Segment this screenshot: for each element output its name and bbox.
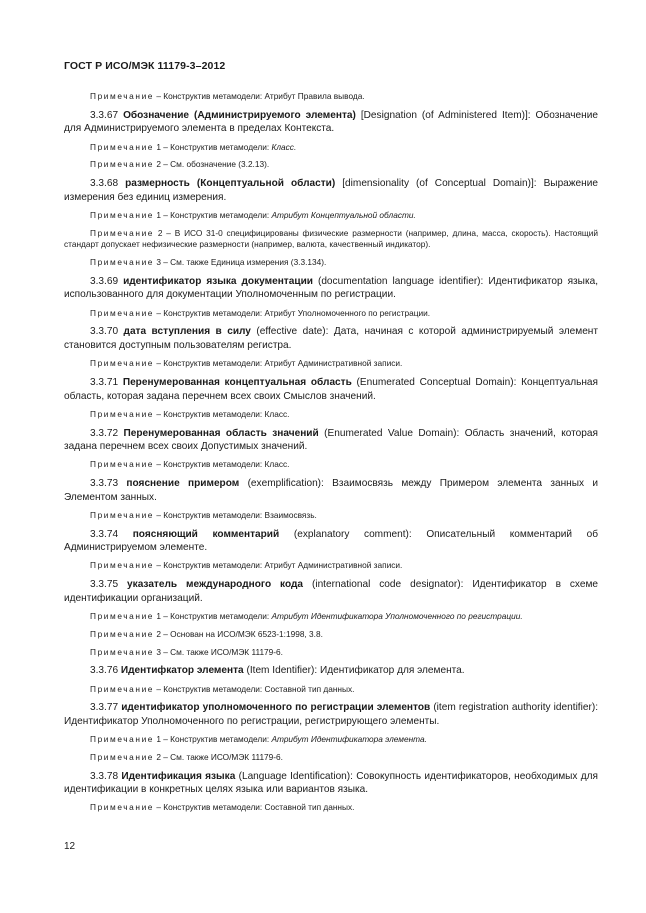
term-number: 3.3.74 — [90, 528, 119, 540]
note-label: Примечание — [90, 628, 155, 639]
term-definition — [64, 477, 598, 504]
note-text: – Конструктив метамодели: Атрибут Уполномоченного по регистрации. — [154, 307, 431, 318]
term-definition — [64, 701, 598, 728]
page-number: 12 — [64, 841, 76, 852]
document-body — [64, 91, 598, 820]
note-label: Примечание — [90, 646, 155, 657]
term-name: поясняющий комментарий — [132, 528, 280, 540]
note-text: – Конструктив метамодели: Взаимосвязь. — [154, 509, 317, 520]
note-text: 1 – Конструктив метамодели: — [154, 734, 272, 745]
note-italic-text: Класс. — [271, 141, 297, 152]
note-italic-text: Атрибут Идентификатора Уполномоченного по регистрации. — [271, 611, 523, 621]
note-label: Примечание — [90, 358, 155, 369]
term-definition — [64, 578, 598, 605]
note-text: – Конструктив метамодели: Атрибут Административной записи. — [154, 358, 403, 369]
term-number: 3.3.69 — [90, 275, 119, 287]
term-definition — [64, 770, 598, 797]
note-text: 2 – См. обозначение (3.2.13). — [154, 159, 270, 170]
term-definition — [64, 275, 598, 302]
term-number: 3.3.77 — [90, 702, 119, 714]
note-label: Примечание — [90, 209, 155, 220]
term-text: (effective date): Дата, начиная с которой администрируемый элемент становится доступным пользователям регистра. — [64, 326, 599, 351]
note — [64, 159, 598, 171]
term-text: (Item Identifier): Идентификатор для элемента. — [243, 665, 465, 677]
term-number: 3.3.75 — [90, 579, 119, 591]
note-label: Примечание — [90, 91, 155, 101]
note-text: – Конструктив метамодели: Класс. — [154, 408, 290, 419]
note-text: – Конструктив метамодели: Атрибут Правила вывода. — [154, 91, 365, 101]
term-text: [dimensionality (of Conceptual Domain)]: Выражение измерения без единиц измерения. — [64, 178, 598, 203]
note-label: Примечание — [90, 751, 155, 762]
note-label: Примечание — [90, 509, 155, 520]
term-number: 3.3.76 — [90, 665, 119, 677]
term-text: (Language Identification): Совокупность идентификаторов, необходимых для идентификации в конкретных целях языка или вариантов языка. — [64, 770, 598, 796]
term-name: размерность (Концептуальной области) — [125, 178, 336, 190]
note-text: 1 – Конструктив метамодели: — [154, 141, 272, 152]
term-text: (Enumerated Conceptual Domain): Концептуальная область, которая задана перечнем всех своих Смыслов значений. — [64, 376, 598, 402]
note-text: – Конструктив метамодели: Атрибут Административной записи. — [154, 560, 403, 571]
term-name: Обозначение (Администрируемого элемента) — [123, 109, 356, 121]
note — [64, 629, 598, 641]
term-text: (documentation language identifier): Идентификатор языка, использованного для документации Уполномоченным по регистрации. — [64, 275, 598, 301]
note-text: 3 – См. также ИСО/МЭК 11179-6. — [154, 646, 283, 657]
note — [64, 734, 598, 746]
term-definition — [64, 528, 598, 555]
note-text: 3 – См. также Единица измерения (3.3.134). — [154, 257, 327, 268]
term-number: 3.3.78 — [90, 770, 119, 782]
note-label: Примечание — [90, 459, 155, 470]
note — [64, 647, 598, 659]
note-text: 2 – Основан на ИСО/МЭК 6523-1:1998, 3.8. — [154, 628, 323, 639]
term-number: 3.3.72 — [90, 427, 119, 439]
term-text: (explanatory comment): Описательный комментарий об Администрируемом элементе. — [64, 528, 598, 554]
term-definition — [64, 325, 598, 352]
note — [64, 611, 598, 623]
note-label: Примечание — [90, 227, 155, 238]
note-italic-text: Атрибут Идентификатора элемента. — [271, 734, 427, 745]
note-text: – Конструктив метамодели: Составной тип данных. — [154, 683, 355, 694]
note-text: 1 – Конструктив метамодели: — [154, 209, 272, 220]
term-text: (item registration authority identifier): Идентификатор Уполномоченного по регистрации, регистрирующего элементы. — [64, 702, 598, 727]
term-text: (Enumerated Value Domain): Область значений, которая задана перечнем всех своих Допустимых значений. — [64, 427, 598, 453]
note-label: Примечание — [90, 734, 155, 745]
note — [64, 228, 598, 251]
term-name: идентификатор уполномоченного по регистрации элементов — [121, 702, 431, 714]
term-definition — [64, 177, 598, 204]
note — [64, 560, 598, 572]
term-definition — [64, 427, 598, 454]
term-text: [Designation (of Administered Item)]: Обозначение для Администрируемого элемента в пределах Контекста. — [64, 109, 598, 135]
term-number: 3.3.67 — [90, 109, 119, 121]
term-definition — [64, 664, 598, 678]
term-number: 3.3.70 — [90, 326, 119, 338]
note — [64, 308, 598, 320]
note — [64, 510, 598, 522]
document-header: ГОСТ Р ИСО/МЭК 11179-3–2012 — [64, 60, 226, 72]
note — [64, 409, 598, 421]
note — [64, 752, 598, 764]
note — [64, 459, 598, 471]
term-name: дата вступления в силу — [123, 326, 251, 338]
term-number: 3.3.73 — [90, 478, 119, 490]
note-text: 2 – В ИСО 31-0 специфицированы физические размерности (например, длина, масса, скорость). Настоящий стандарт допускает нефизические размерности (например, валюта, качественный индикатор). — [64, 227, 598, 250]
note-label: Примечание — [90, 802, 155, 813]
term-text: (exemplification): Взаимосвязь между Примером элемента занных и Элементом занных. — [64, 478, 599, 503]
note — [64, 684, 598, 696]
note — [64, 210, 598, 222]
note-label: Примечание — [90, 560, 155, 571]
note — [64, 257, 598, 269]
note — [64, 802, 598, 814]
note-text: 2 – См. также ИСО/МЭК 11179-6. — [154, 751, 283, 762]
term-name: Перенумерованная область значений — [123, 427, 319, 439]
note — [64, 142, 598, 154]
term-name: идентификатор языка документации — [123, 275, 313, 287]
note-label: Примечание — [90, 141, 155, 152]
note-label: Примечание — [90, 307, 155, 318]
term-text: (international code designator): Идентификатор в схеме идентификации организаций. — [64, 579, 599, 604]
note-label: Примечание — [90, 159, 155, 170]
note-italic-text: Атрибут Концептуальной области. — [271, 209, 416, 220]
term-number: 3.3.71 — [90, 376, 119, 388]
note-text: 1 – Конструктив метамодели: — [154, 611, 272, 621]
note-label: Примечание — [90, 408, 155, 419]
term-name: Идентифкатор элемента — [120, 665, 244, 677]
term-name: пояснение примером — [126, 478, 240, 490]
term-definition — [64, 109, 598, 136]
note-label: Примечание — [90, 257, 155, 268]
note-label: Примечание — [90, 683, 155, 694]
term-definition — [64, 376, 598, 403]
note-text: – Конструктив метамодели: Класс. — [154, 459, 290, 470]
term-name: Перенумерованная концептуальная область — [122, 376, 352, 388]
term-number: 3.3.68 — [90, 178, 119, 190]
note — [64, 91, 598, 103]
note-label: Примечание — [90, 611, 155, 621]
note-text: – Конструктив метамодели: Составной тип данных. — [154, 802, 355, 813]
term-name: Идентификация языка — [121, 770, 236, 782]
note — [64, 358, 598, 370]
term-name: указатель международного кода — [127, 579, 304, 591]
